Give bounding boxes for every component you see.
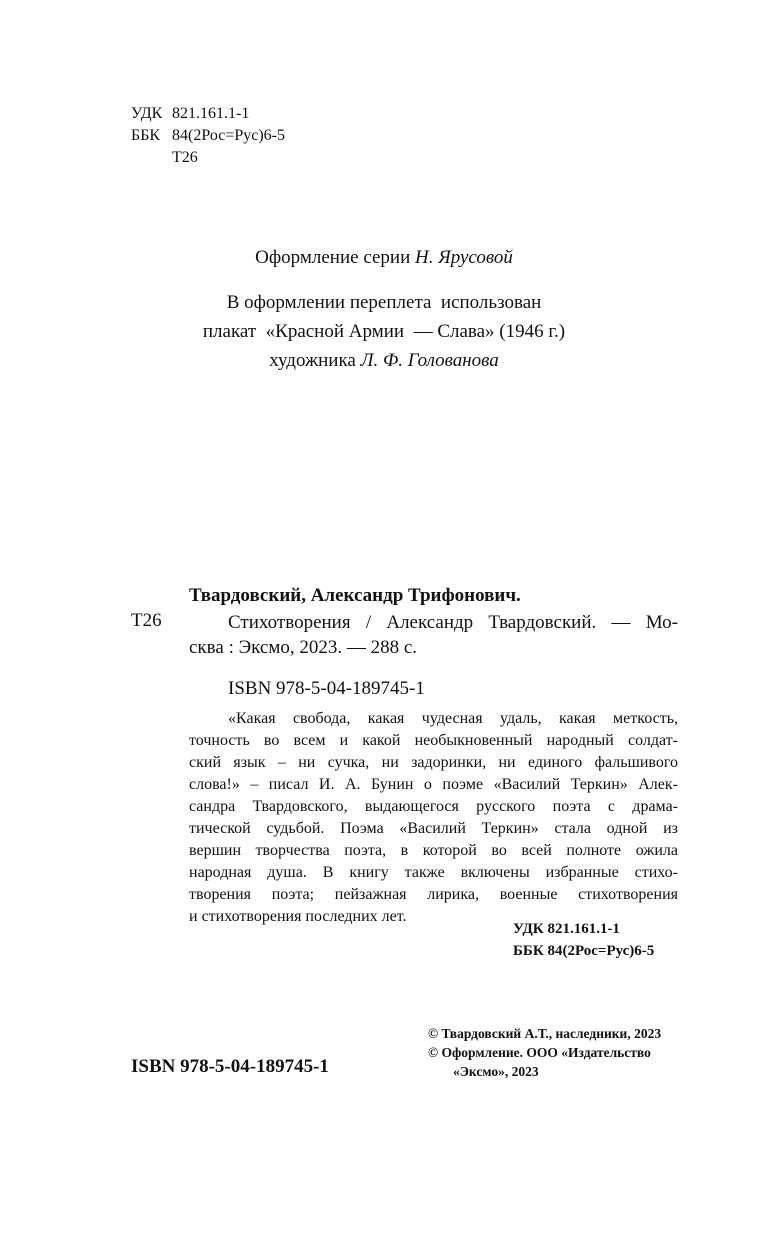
cover-credit-line3 — [0, 346, 768, 375]
copyright-publisher: «Эксмо», 2023 — [453, 1064, 539, 1079]
annotation-line: «Какая свобода, какая чудесная удаль, какая меткость, — [228, 710, 678, 727]
footer-udk: УДК 821.161.1-1 — [513, 921, 620, 937]
annotation — [189, 708, 678, 928]
cover-credit-line1: В оформлении переплета использован — [226, 292, 542, 313]
annotation-line: слова!» – писал И. А. Бунин о поэме «Василий Теркин» Алек- — [189, 776, 678, 793]
footer-isbn: ISBN 978-5-04-189745-1 — [131, 1056, 329, 1077]
udk-label: УДК — [131, 105, 163, 122]
annotation-line: тической судьбой. Поэма «Василий Теркин» стала одной из — [189, 820, 678, 837]
annotation-line: народная душа. В книгу также включены избранные стихо- — [189, 864, 678, 881]
copyright-block — [428, 1024, 661, 1081]
series-design-credit — [0, 243, 768, 272]
cover-credit — [0, 288, 768, 375]
annotation-line: точность во всем и какой необыкновенный народный солдат- — [189, 732, 678, 749]
cover-credit-line2: плакат «Красной Армии — Слава» (1946 г.) — [202, 321, 566, 342]
annotation-line: и стихотворения последних лет. — [189, 908, 407, 925]
udk-bbk-footer — [513, 918, 654, 962]
catalog-isbn: ISBN 978-5-04-189745-1 — [228, 678, 425, 699]
catalog-author-mark: Т26 — [131, 610, 162, 631]
catalog-title — [189, 610, 678, 660]
annotation-line: вершин творчества поэта, в которой во всей полноте ожила — [189, 842, 678, 859]
footer-bbk: ББК 84(2Рос=Рус)6-5 — [513, 943, 655, 959]
udk-value: 821.161.1-1 — [172, 105, 250, 122]
annotation-line: сандра Твардовского, выдающегося русского поэта с драма- — [189, 798, 678, 815]
udk-bbk-header — [131, 103, 285, 169]
copyright-author: © Твардовский А.Т., наследники, 2023 — [428, 1026, 662, 1041]
bbk-row — [131, 125, 285, 147]
catalog-title-line2: сква : Эксмо, 2023. — 288 с. — [189, 637, 418, 658]
catalog-title-line1: Стихотворения / Александр Твардовский. — Мо- — [228, 612, 678, 633]
cover-artist-name: Л. Ф. Голованова — [360, 350, 499, 371]
author-mark-top: Т26 — [172, 149, 198, 166]
cover-artist-prefix: художника — [269, 350, 356, 371]
catalog-author: Твардовский, Александр Трифонович. — [189, 585, 521, 606]
series-design-prefix: Оформление серии — [255, 247, 411, 268]
copyright-design: © Оформление. ООО «Издательство — [428, 1045, 651, 1060]
bbk-label: ББК — [131, 127, 161, 144]
bbk-value: 84(2Рос=Рус)6-5 — [172, 127, 286, 144]
annotation-line: творения поэта; пейзажная лирика, военные стихотворения — [189, 886, 678, 903]
annotation-line: ский язык – ни сучка, ни задоринки, ни единого фальшивого — [189, 754, 678, 771]
udk-row — [131, 103, 285, 125]
series-designer-name: Н. Ярусовой — [415, 247, 513, 268]
